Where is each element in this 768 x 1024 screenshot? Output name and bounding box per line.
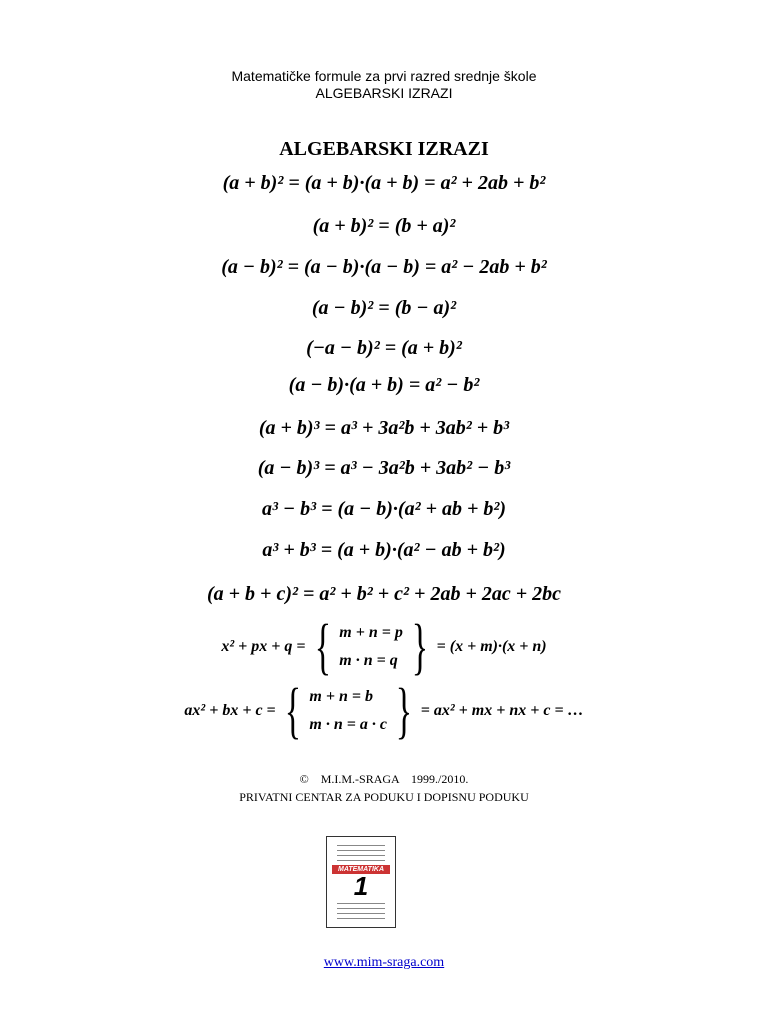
formula-4: (a − b)² = (b − a)² — [311, 297, 457, 319]
website-link[interactable]: www.mim-sraga.com — [323, 955, 445, 970]
system2-bottom: m · n = a · c — [309, 716, 387, 733]
system2-conditions — [309, 688, 387, 734]
right-brace-icon: } — [395, 677, 413, 745]
book-title: MATEMATIKA — [332, 865, 390, 874]
formula-11: (a + b + c)² = a² + b² + c² + 2ab + 2ac + 2bc — [207, 583, 561, 605]
center-name: PRIVATNI CENTAR ZA PODUKU I DOPISNU PODUKU — [239, 790, 529, 804]
system2-left: ax² + bx + c = — [184, 702, 276, 719]
formula-1: (a + b)² = (a + b)·(a + b) = a² + 2ab + b² — [222, 172, 546, 194]
formula-2: (a + b)² = (b + a)² — [312, 215, 456, 237]
quadratic-system-1 — [0, 613, 768, 681]
system1-conditions — [339, 624, 403, 670]
formula-8: (a − b)³ = a³ − 3a²b + 3ab² − b³ — [257, 457, 511, 479]
system2-right: = ax² + mx + nx + c = … — [420, 702, 584, 719]
system1-bottom: m · n = q — [339, 652, 398, 669]
system2-top: m + n = b — [309, 688, 373, 705]
formula-9: a³ − b³ = (a − b)·(a² + ab + b²) — [261, 498, 507, 520]
copyright-line: © M.I.M.-SRAGA 1999./2010. — [299, 772, 469, 786]
left-brace-icon: { — [284, 677, 301, 745]
quadratic-system-2 — [0, 677, 768, 745]
system1-left: x² + px + q = — [221, 638, 306, 655]
system1-right: = (x + m)·(x + n) — [436, 638, 547, 655]
right-brace-icon: } — [411, 613, 428, 681]
header-subtitle: Matematičke formule za prvi razred srednje škole — [231, 68, 537, 84]
header-topic: ALGEBARSKI IZRAZI — [315, 85, 453, 101]
book-number: 1 — [353, 871, 369, 901]
formula-5: (−a − b)² = (a + b)² — [306, 337, 462, 359]
book-cover-image — [326, 836, 396, 928]
formula-10: a³ + b³ = (a + b)·(a² − ab + b²) — [262, 539, 506, 561]
system1-top: m + n = p — [339, 624, 403, 641]
formula-3: (a − b)² = (a − b)·(a − b) = a² − 2ab + b² — [221, 256, 547, 278]
left-brace-icon: { — [314, 613, 331, 681]
formula-7: (a + b)³ = a³ + 3a²b + 3ab² + b³ — [258, 417, 510, 439]
formula-6: (a − b)·(a + b) = a² − b² — [288, 374, 480, 396]
page-title: ALGEBARSKI IZRAZI — [279, 138, 489, 160]
